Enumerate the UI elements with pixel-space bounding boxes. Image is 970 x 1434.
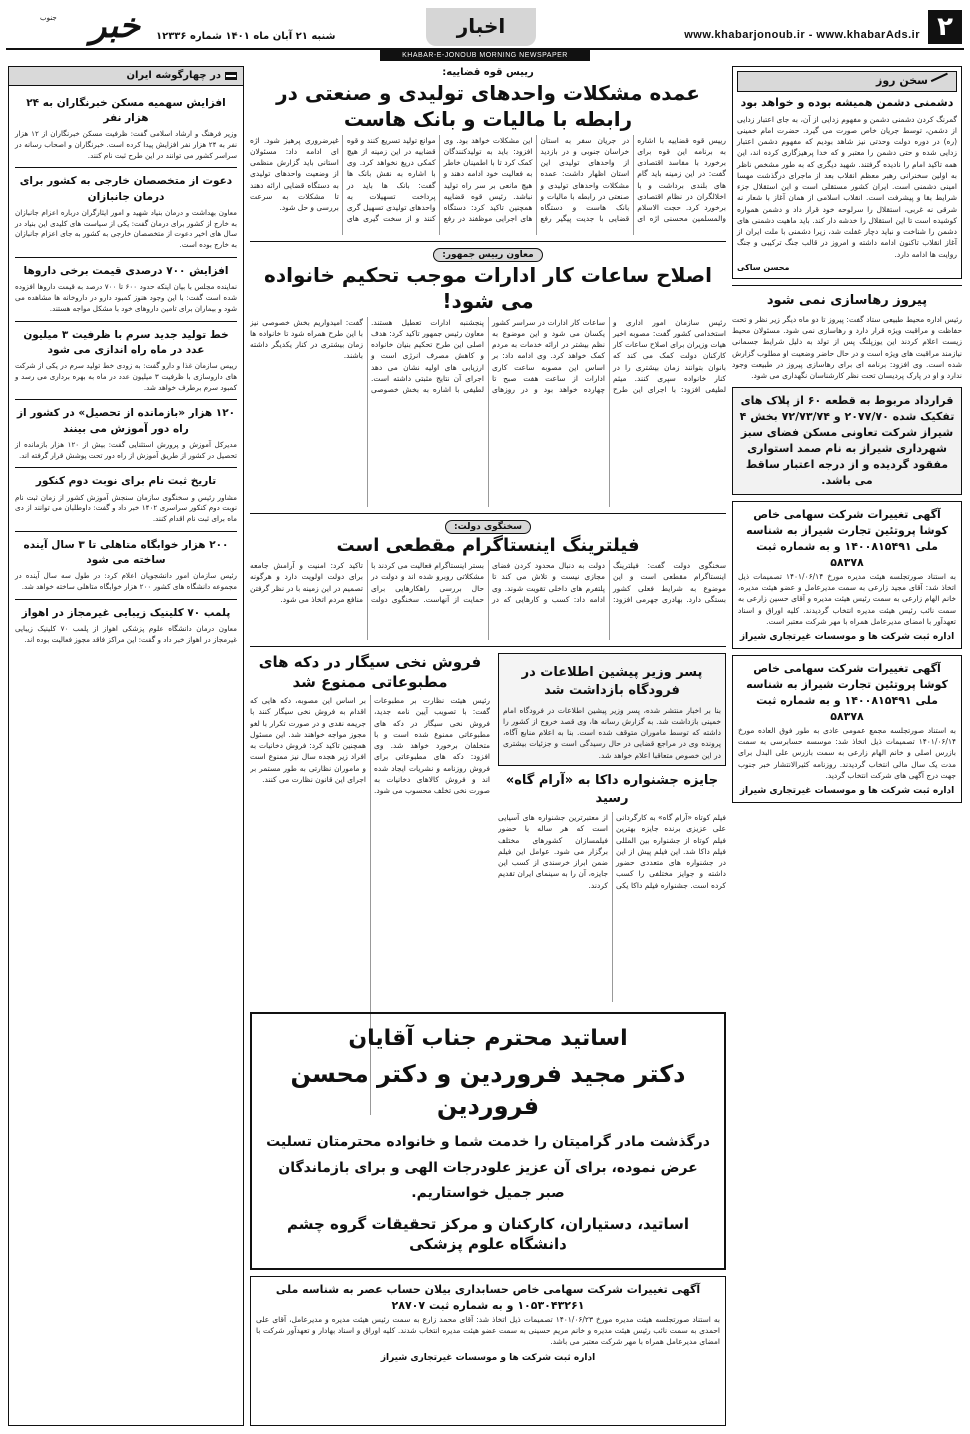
list-item — [15, 328, 237, 394]
newspaper-logo — [10, 8, 140, 46]
logo-text: خبر — [89, 6, 140, 46]
story6-columns — [498, 812, 726, 1002]
english-bar: KHABAR-E-JONOUB MORNING NEWSPAPER — [380, 50, 590, 61]
notice-bilan-body: به استناد صورتجلسه هیئت مدیره مورخ ۱۴۰۱/۰۶/۲۳ تصمیمات ذیل اتخاذ شد: آقای محمد زارع به سمت رئیس هیئت مدیره و مدیرعامل، آقای علی احمدی به سمت نائب رئیس هیئت مدیره و خانم مریم حسینی به سمت عضو هیئت مدیره انتخاب شدند. کلیه اوراق و اسناد بهادار و تعهدآور شرکت با امضای مدیرعامل همراه با مهر شرکت معتبر می باشد. — [256, 1314, 720, 1347]
divider — [250, 646, 726, 647]
story5-body: بنا بر اخبار منتشر شده، پسر وزیر پیشین اطلاعات در فرودگاه امام خمینی بازداشت شد. به گزارش رسانه ها، وی قصد خروج از کشور را داشته که توسط ماموران متوقف شده است. بنا به اعلام منابع آگاه، پرونده وی در مراجع قضایی در حال رسیدگی است و جزئیات بیشتری در این خصوص متعاقبا اعلام خواهد شد. — [503, 705, 721, 760]
peyrouz-title: پیروز رهاسازی نمی شود — [766, 292, 928, 308]
divider — [732, 285, 962, 286]
story2-kicker-wrap — [250, 248, 726, 262]
website-url[interactable]: www.khabarjonoub.ir - www.khabarAds.ir — [684, 29, 920, 41]
notice-kosha-1 — [732, 501, 962, 649]
left-item-title: افزایش سهمیه مسکن خبرنگاران به ۲۴ هزار نفر — [26, 96, 226, 124]
left-item-title: افزایش ۷۰۰ درصدی قیمت برخی داروها — [23, 264, 229, 277]
masthead — [6, 8, 964, 50]
divider — [250, 513, 726, 514]
left-item-body: رئیس سازمان امور دانشجویان اعلام کرد: در طول سه سال آینده در مجموعه دانشگاه های کشور ۲۰۰ هزار خوابگاه متاهلی ساخته خواهد شد. — [15, 571, 237, 592]
story3-headline: فیلترینگ اینستاگرام مقطعی است — [336, 534, 640, 556]
list-item — [15, 174, 237, 251]
list-item — [15, 264, 237, 315]
list-item — [15, 474, 237, 525]
page-number: ۲ — [928, 10, 962, 44]
sokhan-rooz-author: محسن ساکی — [737, 262, 790, 272]
story2-columns — [250, 317, 726, 507]
left-item-body: معاون بهداشت و درمان بنیاد شهید و امور ایثارگران درباره اعزام جانبازان به خارج از کشور برای درمان گفت: یکی از سیاست های کلیدی این بنیاد در سال های اخیر دعوت از متخصصان خارجی به کشور به جای اعزام جانبازان به خارج بوده است. — [15, 207, 237, 250]
story4-headline: فروش نخی سیگار در دکه های مطبوعاتی ممنوع شد — [258, 653, 482, 691]
left-item-title: پلمب ۷۰ کلینیک زیبایی غیرمجاز در اهواز — [21, 607, 231, 620]
left-item-title: خط تولید جدید سرم با ظرفیت ۳ میلیون عدد در ماه راه اندازی می شود — [23, 328, 229, 356]
left-item-title: دعوت از متخصصان خارجی به کشور برای درمان جانبازان — [19, 175, 233, 203]
left-item-title: ۲۰۰ هزار خوابگاه متاهلی تا ۳ سال آینده ساخته می شود — [23, 539, 229, 567]
right-column — [732, 66, 962, 1426]
story6-body: فیلم کوتاه «آرام گاه» به کارگردانی علی عزیزی برنده جایزه بهترین فیلم کوتاه از جشنواره بین المللی فیلم داکا شد. این فیلم پیش از این در جشنواره های متعددی حضور داشته و جوایز مختلفی را کسب کرده است. جشنواره فیلم داکا یکی از معتبرترین جشنواره های آسیایی است که هر ساله با حضور فیلمسازان کشورهای مختلف برگزار می شود. عوامل این فیلم ضمن ابراز خرسندی از کسب این جایزه، آن را به سینمای ایران تقدیم کردند. — [498, 813, 726, 890]
notice-bilan — [250, 1276, 726, 1426]
notice-kosha-1-title: آگهی تغییرات شرکت سهامی خاص کوشا پروتئین تجارت شیراز به شناسه ملی ۱۴۰۰۸۱۵۴۹۱ و به شماره ثبت ۵۸۳۷۸ — [746, 508, 948, 569]
pen-icon — [931, 73, 952, 90]
story3-body: سخنگوی دولت گفت: فیلترینگ اینستاگرام مقطعی است و این موضوع به شرایط فعلی کشور بستگی دارد. بهادری جهرمی افزود: دولت به دنبال محدود کردن فضای مجازی نیست و تلاش می کند تا پلتفرم های داخلی تقویت شوند. وی ادامه داد: کسب و کارهایی که در بستر اینستاگرام فعالیت می کردند با مشکلاتی روبرو شده اند و دولت در حال بررسی راهکارهایی برای حمایت از آنهاست. سخنگوی دولت تاکید کرد: امنیت و آرامش جامعه برای دولت اولویت دارد و هرگونه تصمیم در این زمینه با در نظر گرفتن منافع مردم اتخاذ می شود. — [250, 561, 726, 604]
left-item-body: نماینده مجلس با بیان اینکه حدود ۶۰۰ تا ۷۰۰ درصد به قیمت داروها افزوده شده است گفت: با این وجود هنوز کمبود دارو در داروخانه ها مشاهده می شود و بیماران برای تامین داروهای خود با مشکل مواجه هستند. — [15, 282, 237, 313]
bottom-notice-block — [250, 1276, 726, 1426]
story2-kicker: معاون رییس جمهور: — [433, 248, 542, 262]
story4-body: رئیس هیئت نظارت بر مطبوعات گفت: با تصویب آیین نامه جدید، فروش نخی سیگار در دکه های مطبوعاتی ممنوع شده است و با متخلفان برخورد خواهد شد. وی افزود: دکه های مطبوعاتی برای فروش روزنامه و نشریات ایجاد شده اند و فروش کالاهای دخانیات به صورت نخی تخلف محسوب می شود. بر اساس این مصوبه، دکه هایی که اقدام به فروش نخی سیگار کنند با جریمه نقدی و در صورت تکرار با لغو مجوز مواجه خواهند شد. این مسئول همچنین تاکید کرد: فروش دخانیات به افراد زیر هجده سال نیز ممنوع است و ماموران نظارتی به طور مستمر بر اجرای این قانون نظارت می کنند. — [250, 696, 490, 796]
divider — [15, 599, 237, 600]
notice-lost-contract — [732, 387, 962, 495]
section-title: اخبار — [426, 8, 536, 46]
notice-kosha-1-body: به استناد صورتجلسه هیئت مدیره مورخ ۱۴۰۱/۰۶/۱۴ تصمیمات ذیل اتخاذ شد: آقای مجید زارعی به سمت مدیرعامل و عضو هیئت مدیره، خانم الهام زارعی به سمت رئیس هیئت مدیره و آقای حسین زارعی به سمت نائب رئیس هیئت مدیره انتخاب گردیدند. کلیه اوراق و اسناد تعهدآور با امضای مدیرعامل همراه با مهر شرکت معتبر است. — [738, 571, 956, 626]
left-item-body: معاون درمان دانشگاه علوم پزشکی اهواز از پلمب ۷۰ کلینیک زیبایی غیرمجاز در اهواز خبر داد و گفت: این مراکز فاقد مجوز فعالیت بوده اند. — [15, 624, 237, 645]
sokhan-rooz-label: سخن روز — [876, 74, 928, 87]
left-column-header — [9, 67, 243, 86]
notice-bilan-title: آگهی تغییرات شرکت سهامی خاص حسابداری بیلان حساب عصر به شناسه ملی ۱۰۵۳۰۴۳۲۶۱ و به شماره ثبت ۲۸۷۰۷ — [275, 1283, 701, 1312]
notice-lost-contract-text: قرارداد مربوط به قطعه ۶۰ از پلاک های تفکیک شده ۲۰۷۷/۷۰ و ۷۲/۷۳/۷۴ بخش ۴ شیراز شرکت تعاونی مسکن فضای سبز شهرداری شیراز به نام صمد استواری مفقود گردیده و از درجه اعتبار ساقط می باشد. — [739, 394, 955, 488]
notice-kosha-1-signature: اداره ثبت شرکت ها و موسسات غیرتجاری شیراز — [739, 632, 955, 643]
story3-kicker-wrap — [250, 520, 726, 534]
story5-box — [498, 653, 726, 766]
main-headline: عمده مشکلات واحدهای تولیدی و صنعتی در رابطه با مالیات و بانک هاست — [276, 80, 700, 131]
left-item-body: وزیر فرهنگ و ارشاد اسلامی گفت: ظرفیت مسکن خبرنگاران از ۱۲ هزار نفر به ۲۴ هزار نفر افزایش پیدا کرده است. خبرنگاران و اصحاب رسانه در سراسر کشور می توانند در این طرح ثبت نام کنند. — [15, 128, 238, 160]
list-item — [15, 606, 237, 646]
notice-kosha-2-title: آگهی تغییرات شرکت سهامی خاص کوشا پروتئین تجارت شیراز به شناسه ملی ۱۴۰۰۸۱۵۴۹۱ و به شماره ثبت ۵۸۳۷۸ — [746, 662, 948, 723]
story2-body: رئیس سازمان امور اداری و استخدامی کشور گفت: مصوبه اخیر هیات وزیران برای اصلاح ساعات کار کارکنان دولت کمک می کند که بانوان بتوانند زمان بیشتری را در کنار خانواده سپری کنند. میثم لطیفی افزود: با اجرای این طرح ساعات کار ادارات در سراسر کشور یکسان می شود و این موضوع به نظم بیشتر در ارائه خدمات به مردم کمک خواهد کرد. وی ادامه داد: بر اساس این مصوبه ساعت کاری ادارات از ساعت هفت صبح تا چهارده خواهد بود و در روزهای پنجشنبه ادارات تعطیل هستند. معاون رئیس جمهور تاکید کرد: هدف اصلی این طرح تحکیم بنیان خانواده و کاهش مصرف انرژی است و ارزیابی های اولیه نشان می دهد اجرای آن نتایج مثبتی داشته است. لطیفی با اشاره به بخش خصوصی گفت: امیدواریم بخش خصوصی نیز با این طرح همراه شود تا خانواده ها زمان بیشتری در کنار یکدیگر داشته باشند. — [250, 317, 726, 395]
divider — [15, 531, 237, 532]
story3-kicker: سخنگوی دولت: — [445, 520, 531, 534]
notice-bilan-signature: اداره ثبت شرکت ها و موسسات غیرتجاری شیراز — [380, 1352, 596, 1363]
left-item-title: ۱۲۰ هزار «بازمانده از تحصیل» در کشور از راه دور آموزش می بینند — [16, 407, 236, 435]
condolence-line1: اساتید محترم جناب آقایان — [348, 1026, 628, 1051]
notice-kosha-2-body: به استناد صورتجلسه مجمع عمومی عادی به طور فوق العاده مورخ ۱۴۰۱/۰۶/۱۴ تصمیمات ذیل اتخاذ شد: موسسه حسابرسی به سمت بازرس اصلی و خانم الهام زارعی به سمت بازرس علی البدل برای مدت یک سال مالی انتخاب گردیدند. روزنامه کثیرالانتشار خبر جنوب جهت درج آگهی های شرکت انتخاب گردید. — [738, 725, 956, 780]
left-item-body: رییس سازمان غذا و دارو گفت: به زودی خط تولید سرم در یکی از شرکت های داروسازی با ظرفیت ۳ میلیون عدد در ماه به بهره برداری می رسد و کمبود سرم برطرف خواهد شد. — [15, 361, 237, 392]
left-column — [8, 66, 244, 1426]
left-item-body: مشاور رئیس و سخنگوی سازمان سنجش آموزش کشور از زمان ثبت نام نوبت دوم کنکور سراسری ۱۴۰۲ خبر داد و گفت: داوطلبان می توانند از دی ماه برای ثبت نام اقدام کنند. — [15, 492, 237, 524]
condolence-line4: اساتید، دستیاران، کارکنان و مرکز تحقیقات گروه چشم — [286, 1215, 689, 1234]
peyrouz-body: رئیس اداره محیط طبیعی ستاد گفت: پیروز تا دو ماه دیگر زیر نظر و تحت حفاظت و مراقبت ویژه قرار دارد و رهاسازی نمی شود. مسئولان محیط زیست اعلام کردند این یوزپلنگ پس از تولد به دلیل شرایط جسمانی نیازمند مراقبت های ویژه است و در حال حاضر وضعیت او مطلوب گزارش شده است. وی افزود: برنامه ای برای رهاسازی پیروز در طبیعت وجود ندارد و او در پارک پردیسان تحت نظر کارشناسان نگهداری می شود. — [732, 314, 962, 381]
main-story-body: رییس قوه قضاییه با اشاره به برنامه این قوه برای برخورد با مفاسد اقتصادی گفت: در این زمینه باید گام های بلندی برداشت و با اخلالگران در نظام اقتصادی برخورد کرد. حجت الاسلام والمسلمین محسنی اژه ای در جریان سفر به استان خراسان جنوبی و در بازدید از واحدهای تولیدی این استان اظهار داشت: عمده مشکلات واحدهای تولیدی و صنعتی در رابطه با مالیات و بانک هاست و دستگاه قضایی با جدیت پیگیر رفع این مشکلات خواهد بود. وی افزود: باید به تولیدکنندگان کمک کرد تا با اطمینان خاطر به فعالیت خود ادامه دهند و هیچ مانعی بر سر راه تولید نباشد. رئیس قوه قضاییه همچنین تاکید کرد: دستگاه های اجرایی موظفند در رفع موانع تولید تسریع کنند و قوه قضاییه در این زمینه از هیچ کمکی دریغ نخواهد کرد. وی با اشاره به نقش بانک ها گفت: بانک ها باید در پرداخت تسهیلات به واحدهای تولیدی تسهیل گری کنند و از سخت گیری های غیرضروری پرهیز شود. اژه ای ادامه داد: مسئولان استانی باید گزارش منظمی از وضعیت واحدهای تولیدی به دستگاه قضایی ارائه دهند تا مشکلات به سرعت بررسی و حل شود. — [250, 135, 726, 224]
divider — [15, 467, 237, 468]
sokhan-rooz-box — [732, 66, 962, 279]
list-item — [15, 96, 237, 162]
condolence-line5: دانشگاه علوم پزشکی — [409, 1235, 567, 1254]
date-issue: شنبه ۲۱ آبان ماه ۱۴۰۱ شماره ۱۲۳۳۶ — [156, 31, 336, 42]
divider — [15, 167, 237, 168]
notice-kosha-2-signature: اداره ثبت شرکت ها و موسسات غیرتجاری شیراز — [739, 786, 955, 797]
left-column-body — [9, 86, 243, 650]
story3-columns — [250, 560, 726, 640]
condolence-line2: دکتر مجید فروردین و دکتر محسن فروردین — [290, 1059, 686, 1121]
sokhan-rooz-body: گمرنگ کردن دشمنی دشمن و مفهوم زدایی از آن، به جای اعتبار زدایی از دشمن، توسط جریان خاص صورت می گیرد. حضرت امام خمینی (ره) در دوره دولت وحدتی نیز شاهد بودیم که مفهوم دشمن اعتبار زدایی شده و حتی دشمن را معتبر و که خدا پرهیزگاری کرده اند، این همه تاکید امام را نادیده گرفتند. شهید دیگری که به طور مشخص ناظر به اولین سخنرانی رهبر معظم انقلاب بعد از ماجرای درگذشت مهسا امینی دشمنی است. ایران کشور مستقلی است و این استقلال جزء شرایط بقا و پیشرفت است. انقلاب اسلامی از همان آغاز با شعار نه شرقی نه غربی، استقلال را سرلوحه خود قرار داد و دشمن همواره کوشیده است تا این استقلال را خدشه دار کند. باید ماهیت دشمنی های دشمن را شناخت و نباید دچار غفلت شد، زیرا دشمنی با ملت ایران از آغاز انقلاب تاکنون ادامه داشته و امروز در قالب جنگ ترکیبی و جنگ روایت ها ادامه دارد. — [737, 114, 957, 259]
divider — [15, 257, 237, 258]
divider — [15, 399, 237, 400]
notice-kosha-2 — [732, 655, 962, 803]
main-story-columns — [250, 135, 726, 235]
sokhan-rooz-title: دشمنی دشمن همیشه بوده و خواهد بود — [740, 95, 954, 109]
left-item-body: مدیرکل آموزش و پرورش استثنایی گفت: بیش از ۱۲۰ هزار بازمانده از تحصیل در کشور از طریق آموزش از راه دور تحت پوشش قرار گرفته اند. — [15, 439, 237, 460]
list-item — [15, 406, 237, 461]
story5-headline: پسر وزیر پیشین اطلاعات در فرودگاه بازداشت شد — [521, 665, 703, 699]
sokhan-rooz-header — [737, 71, 957, 92]
divider — [250, 241, 726, 242]
list-item — [15, 538, 237, 593]
left-item-title: تاریخ ثبت نام برای نوبت دوم کنکور — [35, 475, 217, 488]
condolence-block — [250, 1012, 726, 1270]
story6-headline: جایزه جشنواره داکا به «آرام گاه» رسید — [505, 772, 719, 806]
left-column-title: در چهارگوشه ایران — [126, 70, 221, 81]
condolence-box — [250, 1012, 726, 1270]
flag-icon — [225, 72, 237, 80]
divider — [15, 321, 237, 322]
story2-headline: اصلاح ساعات کار ادارات موجب تحکیم خانواده می شود! — [264, 262, 712, 313]
logo-subtext: جنوب — [40, 14, 57, 22]
condolence-line3: درگذشت مادر گرامیتان را خدمت شما و خانواده محترمتان تسلیت عرض نموده، برای آن عزیز علودرجات الهی و برای بازماندگان صبر جمیل خواستاریم. — [266, 1134, 710, 1201]
main-kicker: رییس قوه قضاییه: — [442, 67, 534, 78]
